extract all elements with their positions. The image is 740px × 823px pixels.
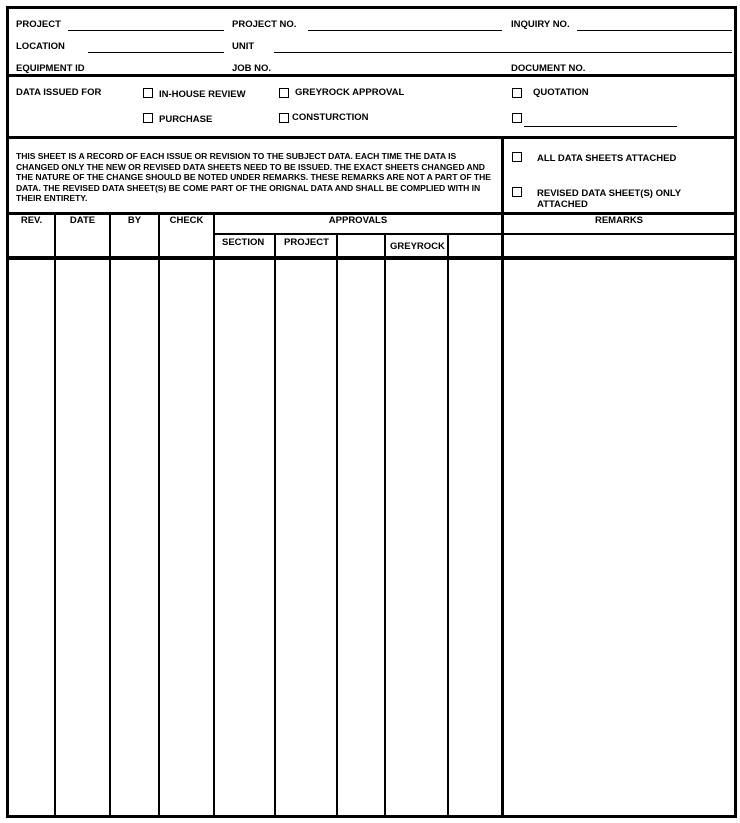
col-check-header: CHECK xyxy=(169,215,204,226)
location-label: LOCATION xyxy=(16,41,65,52)
equipment-id-label: EQUIPMENT ID xyxy=(16,63,85,74)
remarks-column-cells[interactable] xyxy=(504,260,734,815)
project-label: PROJECT xyxy=(16,19,61,30)
revised-sheets-label: REVISED DATA SHEET(S) ONLY ATTACHED xyxy=(537,188,681,210)
extra-approval-column-cells[interactable] xyxy=(449,260,501,815)
frame-bottom xyxy=(6,815,737,818)
date-column-cells[interactable] xyxy=(56,260,109,815)
section-column-cells[interactable] xyxy=(215,260,274,815)
frame-top xyxy=(6,6,737,9)
divider-issued-for xyxy=(6,136,737,139)
blank-approval-column-cells[interactable] xyxy=(338,260,384,815)
quotation-checkbox[interactable] xyxy=(512,88,522,98)
in-house-review-label: IN-HOUSE REVIEW xyxy=(159,89,246,100)
project-no-field[interactable] xyxy=(308,30,502,31)
col-by-header: BY xyxy=(127,215,142,226)
col-greyrock-header: GREYROCK xyxy=(390,241,445,252)
purchase-label: PURCHASE xyxy=(159,114,213,125)
construction-checkbox[interactable] xyxy=(279,113,289,123)
all-sheets-checkbox[interactable] xyxy=(512,152,522,162)
inquiry-no-label: INQUIRY NO. xyxy=(511,19,570,30)
col-project-header: PROJECT xyxy=(284,237,329,248)
greyrock-approval-label: GREYROCK APPROVAL xyxy=(295,87,405,98)
col-date-header: DATE xyxy=(69,215,96,226)
by-column-cells[interactable] xyxy=(111,260,158,815)
divider-approvals-sub xyxy=(213,233,737,235)
col-section-header: SECTION xyxy=(222,237,265,248)
greyrock-column-cells[interactable] xyxy=(386,260,447,815)
unit-label: UNIT xyxy=(232,41,255,52)
all-sheets-label: ALL DATA SHEETS ATTACHED xyxy=(537,153,677,164)
divider-header xyxy=(6,74,737,77)
in-house-review-checkbox[interactable] xyxy=(143,88,153,98)
inquiry-no-field[interactable] xyxy=(577,30,732,31)
other-checkbox[interactable] xyxy=(512,113,522,123)
issued-for-label: DATA ISSUED FOR xyxy=(16,87,102,98)
unit-field[interactable] xyxy=(274,52,732,53)
project-field[interactable] xyxy=(68,30,224,31)
quotation-label: QUOTATION xyxy=(533,87,589,98)
location-field[interactable] xyxy=(88,52,224,53)
divider-notice-vertical xyxy=(501,136,504,215)
col-rev-header: REV. xyxy=(20,215,43,226)
project-column-cells[interactable] xyxy=(276,260,336,815)
rev-column-cells[interactable] xyxy=(9,260,54,815)
project-no-label: PROJECT NO. xyxy=(232,19,297,30)
greyrock-approval-checkbox[interactable] xyxy=(279,88,289,98)
construction-label: CONSTURCTION xyxy=(292,112,369,123)
frame-right xyxy=(734,6,737,818)
other-field[interactable] xyxy=(524,126,677,127)
job-no-label: JOB NO. xyxy=(232,63,272,74)
document-no-label: DOCUMENT NO. xyxy=(511,63,586,74)
check-column-cells[interactable] xyxy=(160,260,213,815)
col-approvals-header: APPROVALS xyxy=(328,215,388,226)
notice-text: THIS SHEET IS A RECORD OF EACH ISSUE OR REVISION TO THE SUBJECT DATA. EACH TIME THE DATA IS CHANGED ONLY THE NEW OR REVISED DATA SHEETS NEED TO BE ISSUED. THE EXACT SHEETS CHANGED AND THE NATURE OF THE CHANGE SHOULD BE NOTED UNDER REMARKS. THESE REMARKS ARE NOT A PART OF THE DATA. THE REVISED DATA SHEET(S) BE COME PART OF THE ORIGNAL DATA AND SHALL BE COMPLIED WITH IN THEIR ENTIRETY. xyxy=(16,151,491,203)
revised-sheets-checkbox[interactable] xyxy=(512,187,522,197)
purchase-checkbox[interactable] xyxy=(143,113,153,123)
col-remarks-header: REMARKS xyxy=(594,215,644,226)
